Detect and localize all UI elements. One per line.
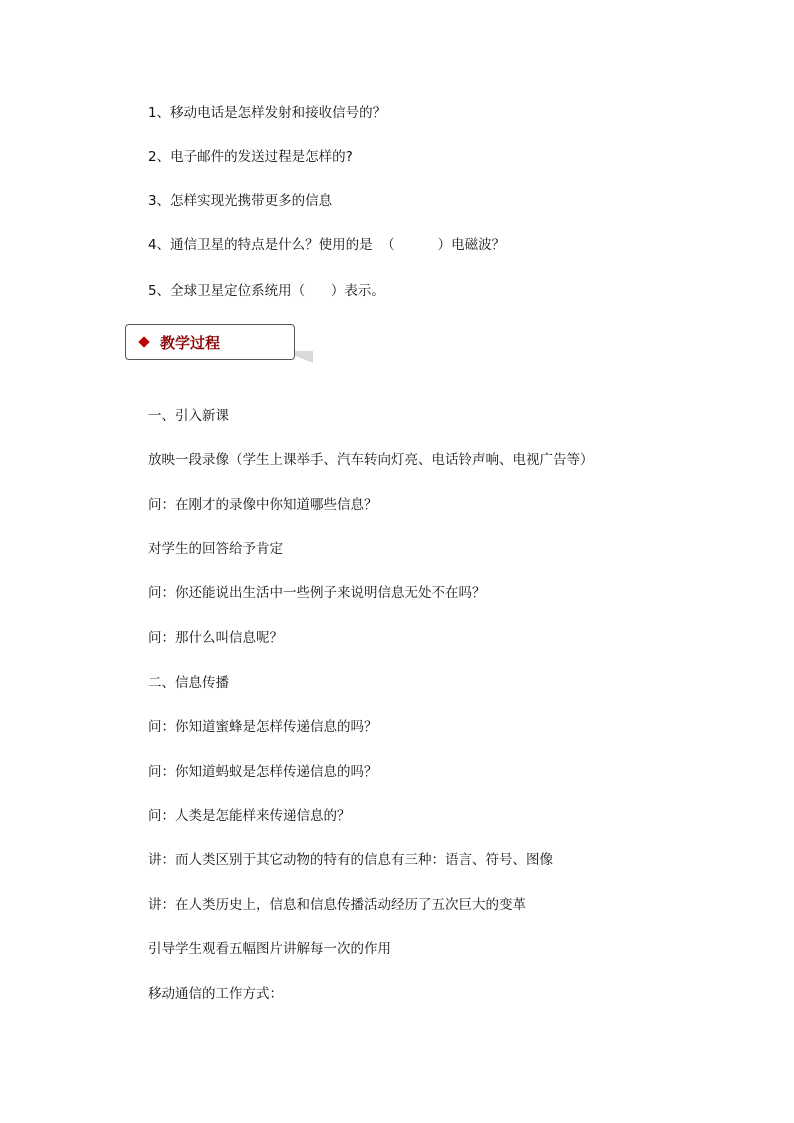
process-line-2: 放映一段录像（学生上课举手、汽车转向灯亮、电话铃声响、电视广告等） bbox=[148, 452, 594, 468]
process-line-8: 问：你知道蜜蜂是怎样传递信息的吗？ bbox=[148, 719, 378, 735]
process-line-4: 对学生的回答给予肯定 bbox=[148, 541, 283, 557]
process-line-14: 移动通信的工作方式： bbox=[148, 986, 283, 1002]
process-line-13: 引导学生观看五幅图片讲解每一次的作用 bbox=[148, 941, 391, 957]
process-line-1: 一、引入新课 bbox=[148, 408, 229, 424]
process-line-12: 讲：在人类历史上，信息和信息传播活动经历了五次巨大的变革 bbox=[148, 897, 526, 913]
question-5: 5、全球卫星定位系统用（ ）表示。 bbox=[148, 283, 385, 299]
section-title: 教学过程 bbox=[160, 334, 221, 352]
process-line-7: 二、信息传播 bbox=[148, 675, 229, 691]
question-4: 4、通信卫星的特点是什么？使用的是 （ ）电磁波？ bbox=[148, 237, 506, 253]
process-line-6: 问：那什么叫信息呢？ bbox=[148, 630, 283, 646]
question-1: 1、移动电话是怎样发射和接收信号的？ bbox=[148, 105, 387, 121]
process-line-11: 讲：而人类区别于其它动物的特有的信息有三种：语言、符号、图像 bbox=[148, 852, 553, 868]
process-line-3: 问：在刚才的录像中你知道哪些信息？ bbox=[148, 497, 378, 513]
question-3: 3、怎样实现光携带更多的信息 bbox=[148, 193, 333, 209]
process-line-5: 问：你还能说出生活中一些例子来说明信息无处不在吗？ bbox=[148, 585, 486, 601]
process-line-10: 问：人类是怎能样来传递信息的？ bbox=[148, 808, 351, 824]
process-line-9: 问：你知道蚂蚁是怎样传递信息的吗？ bbox=[148, 764, 378, 780]
question-2: 2、电子邮件的发送过程是怎样的? bbox=[148, 149, 353, 165]
